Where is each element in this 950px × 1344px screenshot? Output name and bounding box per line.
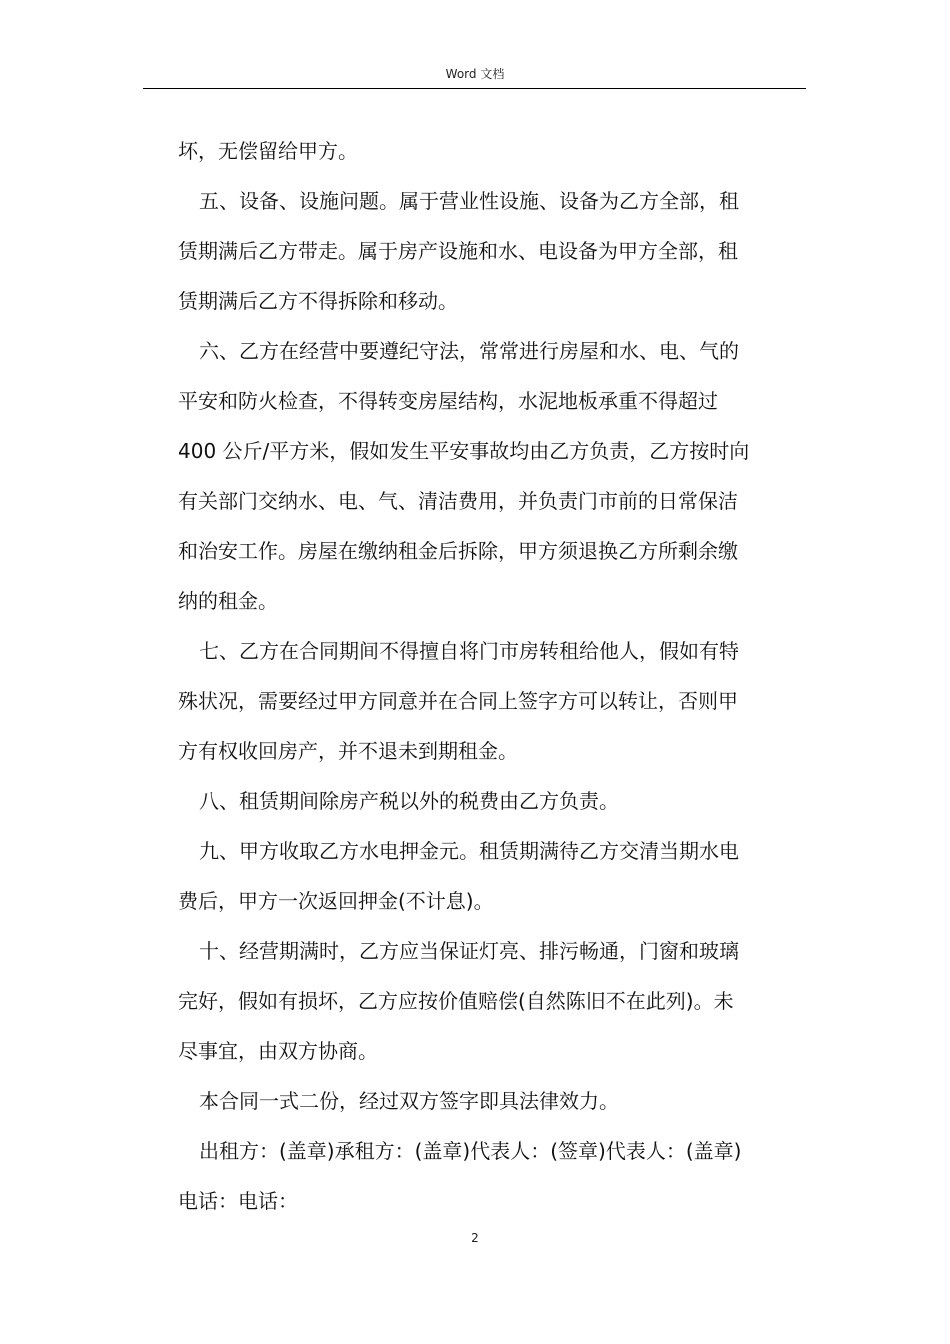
page-footer xyxy=(0,1230,950,1246)
text-line: 平安和防火检查，不得转变房屋结构，水泥地板承重不得超过 xyxy=(178,389,718,413)
text-line: 费后，甲方一次返回押金(不计息)。 xyxy=(178,889,494,913)
phone-line: 电话：电话： xyxy=(178,1189,298,1213)
text-line: 方有权收回房产，并不退未到期租金。 xyxy=(178,739,518,763)
document-body xyxy=(178,126,803,1226)
contract-copies-line: 本合同一式二份，经过双方签字即具法律效力。 xyxy=(199,1089,619,1113)
clause-9-line: 九、甲方收取乙方水电押金元。租赁期满待乙方交清当期水电 xyxy=(199,839,739,863)
text-line: 坏，无偿留给甲方。 xyxy=(178,139,358,163)
text-line: 赁期满后乙方不得拆除和移动。 xyxy=(178,289,458,313)
text-line: 纳的租金。 xyxy=(178,589,278,613)
signature-parties-line: 出租方：(盖章)承租方：(盖章)代表人：(签章)代表人：(盖章) xyxy=(199,1139,742,1163)
text-line: 殊状况，需要经过甲方同意并在合同上签字方可以转让，否则甲 xyxy=(178,689,738,713)
clause-8-line: 八、租赁期间除房产税以外的税费由乙方负责。 xyxy=(199,789,619,813)
text-line: 和治安工作。房屋在缴纳租金后拆除，甲方须退换乙方所剩余缴 xyxy=(178,539,738,563)
header-divider xyxy=(143,88,806,89)
clause-6-line: 六、乙方在经营中要遵纪守法，常常进行房屋和水、电、气的 xyxy=(199,339,739,363)
page-header xyxy=(0,66,950,82)
header-title: Word 文档 xyxy=(445,67,505,81)
clause-5-line: 五、设备、设施问题。属于营业性设施、设备为乙方全部，租 xyxy=(199,189,739,213)
text-line: 完好，假如有损坏，乙方应按价值赔偿(自然陈旧不在此列)。未 xyxy=(178,989,734,1013)
clause-7-line: 七、乙方在合同期间不得擅自将门市房转租给他人，假如有特 xyxy=(199,639,739,663)
text-line: 400 公斤/平方米，假如发生平安事故均由乙方负责，乙方按时向 xyxy=(178,439,750,463)
text-line: 有关部门交纳水、电、气、清洁费用，并负责门市前的日常保洁 xyxy=(178,489,738,513)
page-number: 2 xyxy=(471,1231,479,1245)
clause-10-line: 十、经营期满时，乙方应当保证灯亮、排污畅通，门窗和玻璃 xyxy=(199,939,739,963)
text-line: 尽事宜，由双方协商。 xyxy=(178,1039,378,1063)
text-line: 赁期满后乙方带走。属于房产设施和水、电设备为甲方全部，租 xyxy=(178,239,738,263)
